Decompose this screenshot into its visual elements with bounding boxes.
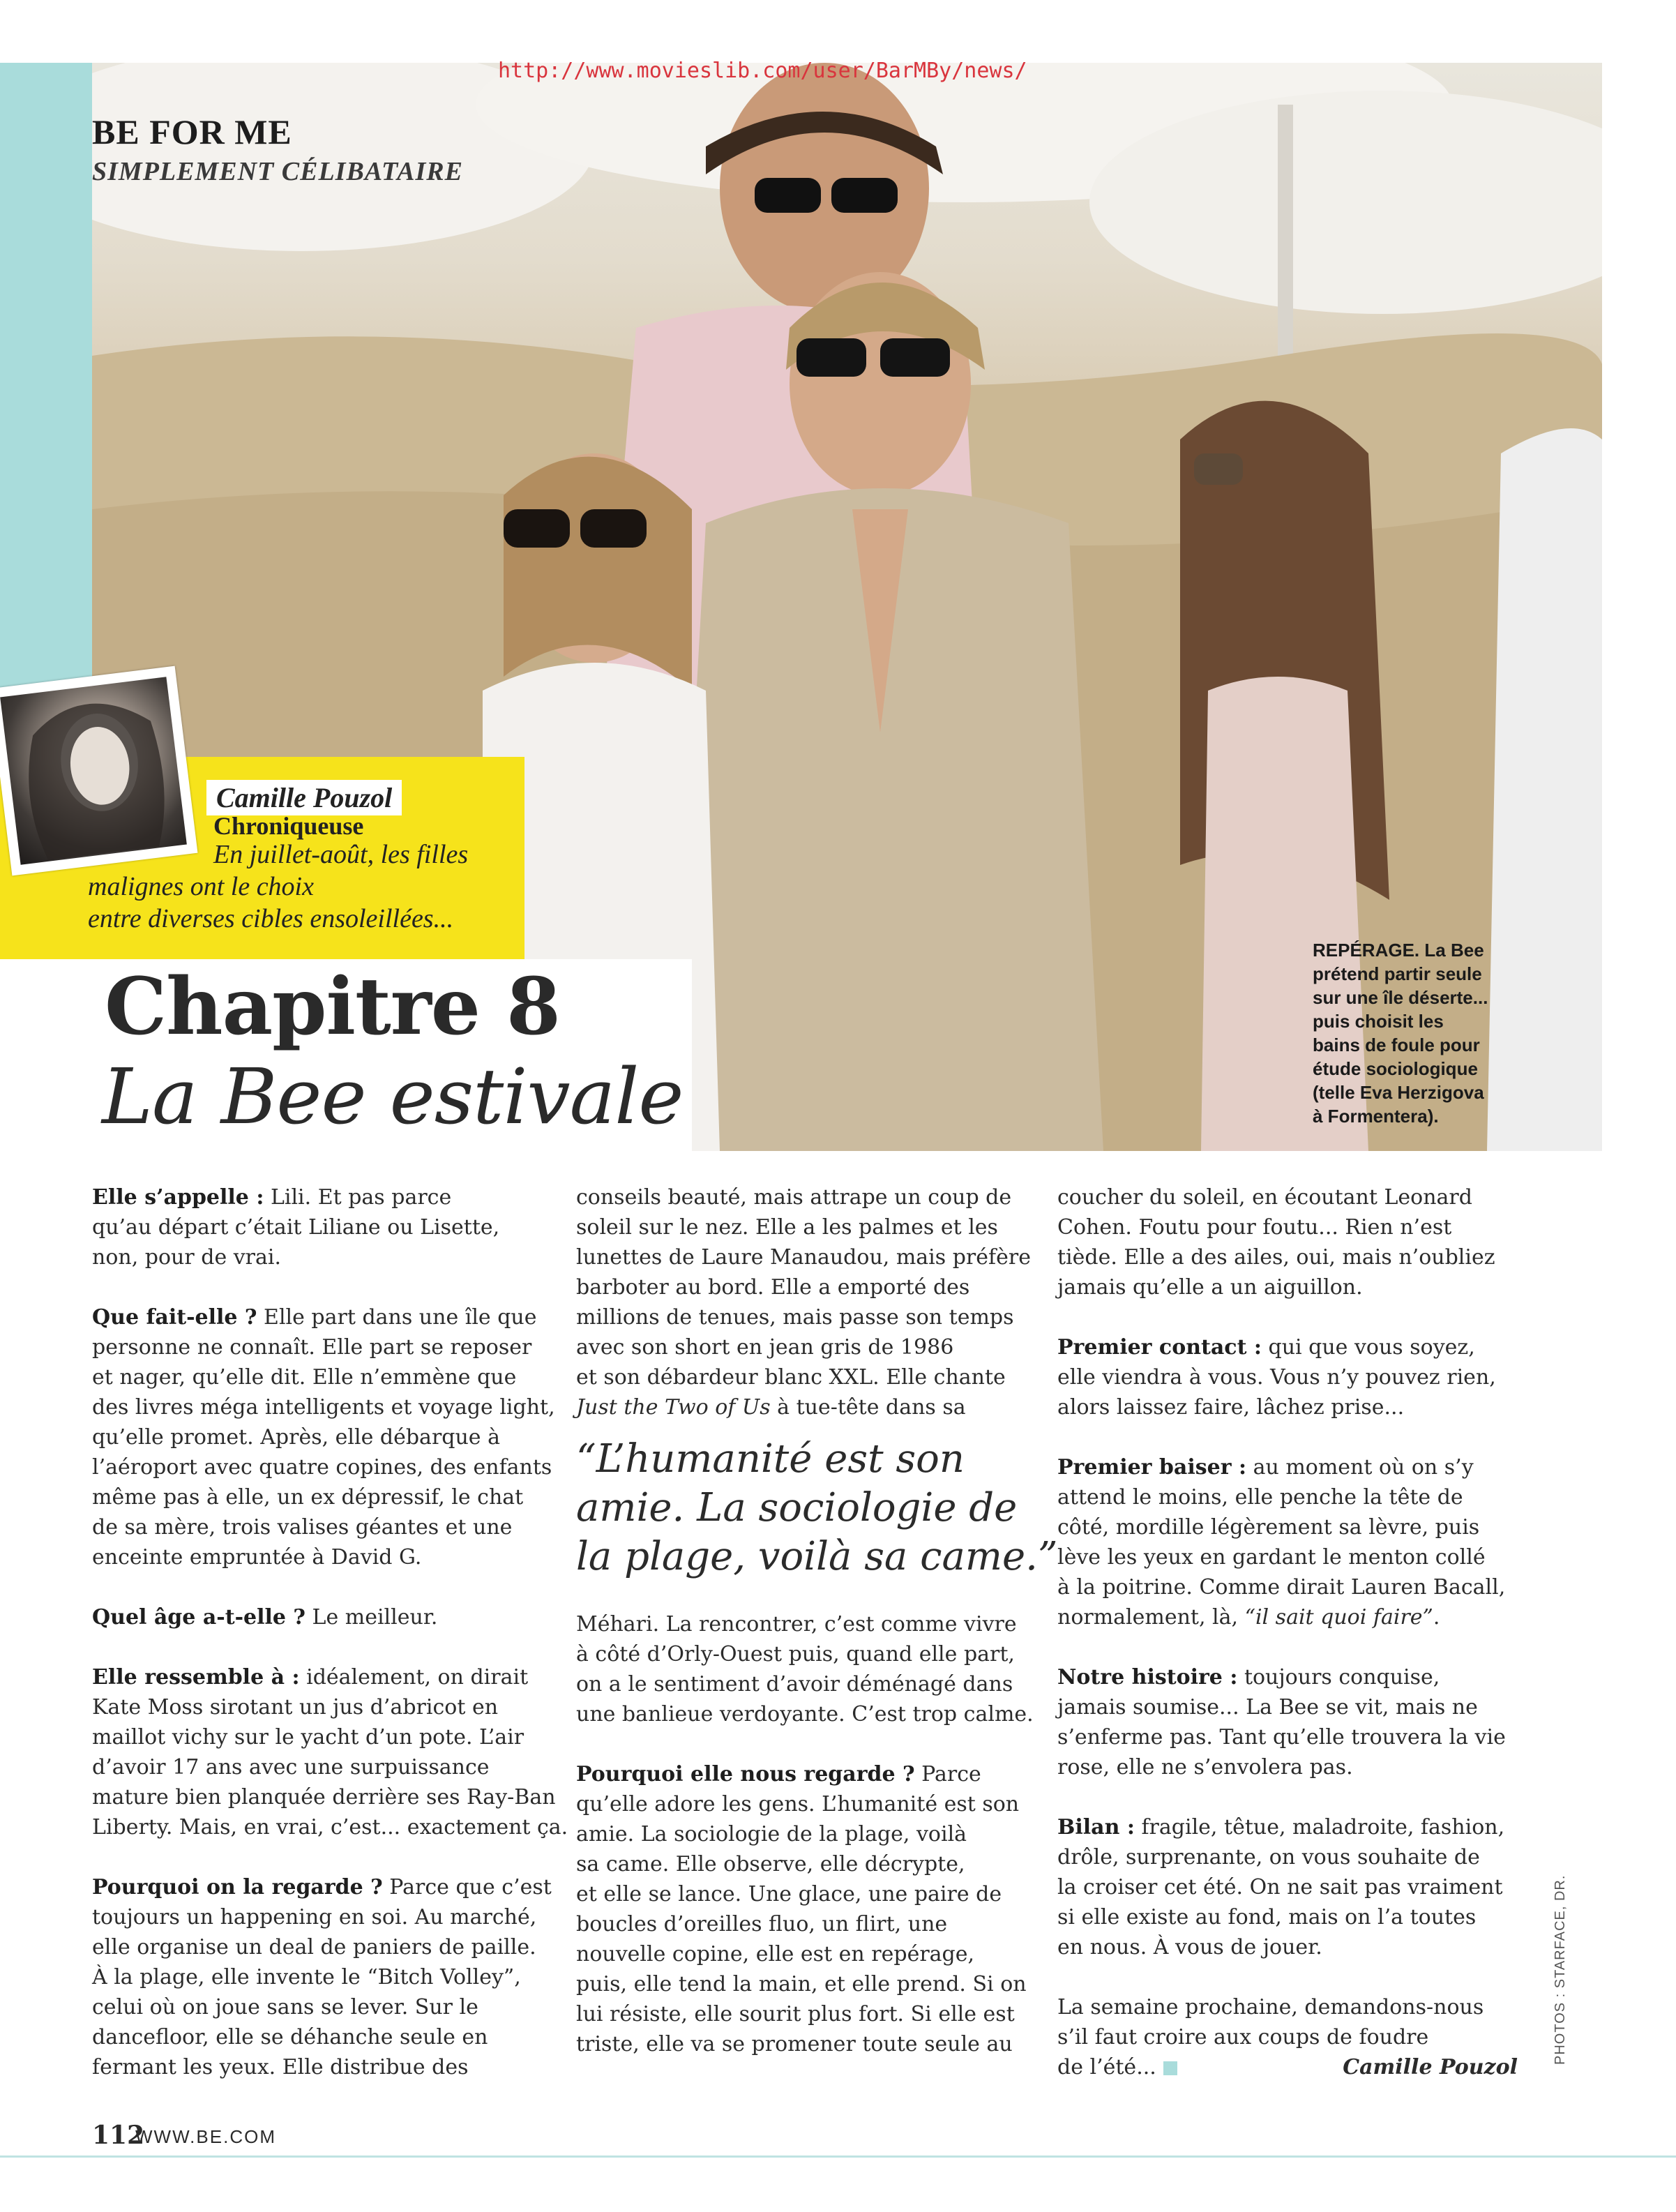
paragraph-lead: Premier baiser :: [1057, 1455, 1247, 1480]
text-line: normalement, là,: [1057, 1605, 1245, 1630]
photo-caption: [1313, 938, 1543, 1128]
paragraph-lead: Bilan :: [1057, 1815, 1135, 1839]
text-line: et son débardeur blanc XXL. Elle chante: [576, 1365, 1006, 1390]
text-line: au moment où on s’y: [1246, 1455, 1474, 1480]
paragraph: [576, 1182, 1036, 1422]
text-line: conseils beauté, mais attrape un coup de: [576, 1185, 1012, 1210]
text-line: qui que vous soyez,: [1261, 1335, 1475, 1360]
caption-text-line: prétend partir seule: [1313, 963, 1482, 984]
text-line: à la poitrine. Comme dirait Lauren Bacall,: [1057, 1575, 1506, 1600]
paragraph: [92, 1662, 568, 1842]
chapter-title: La Bee estivale: [102, 1052, 684, 1141]
text-line: attend le moins, elle penche la tête de: [1057, 1485, 1463, 1510]
tagline-line: entre diverses cibles ensoleillées...: [88, 904, 454, 933]
text-line: fragile, têtue, maladroite, fashion,: [1134, 1815, 1505, 1839]
end-mark-square: [1163, 2061, 1177, 2075]
text-line: elle viendra à vous. Vous n’y pouvez rien,: [1057, 1365, 1496, 1390]
text-line: alors laissez faire, lâchez prise...: [1057, 1395, 1405, 1420]
text-line: toujours conquise,: [1237, 1665, 1440, 1690]
text-line: fermant les yeux. Elle distribue des: [92, 2055, 469, 2079]
caption-text-line: La Bee: [1424, 940, 1484, 961]
text-line: de l’été...: [1057, 2055, 1156, 2079]
footer-rule: [0, 2155, 1676, 2158]
text-line: enceinte empruntée à David G.: [92, 1545, 422, 1570]
teal-accent-band: [0, 63, 92, 760]
author-tagline: [88, 838, 506, 935]
text-line: qu’elle promet. Après, elle débarque à: [92, 1425, 500, 1450]
paragraph-lead: Pourquoi on la regarde ?: [92, 1875, 383, 1899]
text-line: millions de tenues, mais passe son temps: [576, 1305, 1014, 1330]
text-line: drôle, surprenante, on vous souhaite de: [1057, 1845, 1480, 1869]
author-portrait-image: [0, 677, 187, 864]
text-line: même pas à elle, un ex dépressif, le chat: [92, 1485, 524, 1510]
text-line: elle organise un deal de paniers de paille.: [92, 1935, 536, 1959]
text-line: soleil sur le nez. Elle a les palmes et les: [576, 1215, 998, 1240]
paragraph-lead: Quel âge a-t-elle ?: [92, 1605, 306, 1630]
watermark-url: http://www.movieslib.com/user/BarMBy/news/: [498, 59, 1027, 83]
caption-label: REPÉRAGE.: [1313, 940, 1420, 961]
text-line: toujours un happening en soi. Au marché,: [92, 1905, 537, 1929]
text-line: .: [1433, 1605, 1440, 1630]
text-line: puis, elle tend la main, et elle prend. Si on: [576, 1972, 1027, 1996]
caption-text-line: sur une île déserte...: [1313, 987, 1488, 1008]
pull-quote: [576, 1435, 1058, 1581]
song-title: Just the Two of Us: [576, 1395, 771, 1420]
text-line: on a le sentiment d’avoir déménagé dans: [576, 1672, 1013, 1696]
caption-text-line: puis choisit les: [1313, 1011, 1444, 1032]
author-signature: Camille Pouzol: [1343, 2055, 1518, 2079]
text-line: sa came. Elle observe, elle décrypte,: [576, 1852, 965, 1876]
text-line: Méhari. La rencontrer, c’est comme vivre: [576, 1612, 1017, 1637]
text-line: d’avoir 17 ans avec une surpuissance: [92, 1755, 490, 1780]
paragraph-lead: Que fait-elle ?: [92, 1305, 257, 1330]
text-line: qu’elle adore les gens. L’humanité est son: [576, 1792, 1020, 1816]
section-title: BE FOR ME: [92, 112, 292, 151]
text-line: rose, elle ne s’envolera pas.: [1057, 1755, 1353, 1780]
paragraph: [1057, 1332, 1518, 1422]
paragraph: [92, 1872, 552, 2082]
caption-text-line: bains de foule pour: [1313, 1034, 1480, 1055]
paragraph-lead: Elle ressemble à :: [92, 1665, 300, 1690]
text-line: côté, mordille légèrement sa lèvre, puis: [1057, 1515, 1480, 1540]
text-line: nouvelle copine, elle est en repérage,: [576, 1942, 975, 1966]
paragraph: [1057, 1812, 1518, 1962]
paragraph: [576, 1609, 1036, 1729]
paragraph: [576, 1759, 1036, 2059]
caption-text-line: (telle Eva Herzigova: [1313, 1082, 1484, 1103]
text-line: la croiser cet été. On ne sait pas vraiment: [1057, 1875, 1503, 1899]
text-line: et nager, qu’elle dit. Elle n’emmène que: [92, 1365, 517, 1390]
site-url: WWW.BE.COM: [135, 2126, 276, 2147]
pull-quote-line: “L’humanité est son: [576, 1436, 965, 1482]
tagline-line: malignes ont le choix: [88, 872, 314, 901]
article-column-2: [576, 1182, 1058, 2089]
text-line: lunettes de Laure Manaudou, mais préfère: [576, 1245, 1031, 1270]
text-line: Le meilleur.: [305, 1605, 438, 1630]
text-line: mature bien planquée derrière ses Ray-Ban: [92, 1785, 556, 1810]
paragraph: [1057, 1452, 1518, 1632]
text-line: Liberty. Mais, en vrai, c’est... exactement ça.: [92, 1815, 568, 1839]
page-number: 112: [92, 2121, 145, 2150]
caption-text-line: étude sociologique: [1313, 1058, 1478, 1079]
quoted-phrase: “il sait quoi faire”: [1244, 1605, 1433, 1630]
caption-text-line: à Formentera).: [1313, 1106, 1439, 1127]
paragraph: [92, 1602, 552, 1632]
article-column-3: [1057, 1182, 1518, 2112]
signature-row: [1057, 2052, 1518, 2082]
text-line: à côté d’Orly-Ouest puis, quand elle part,: [576, 1642, 1015, 1666]
text-line: lui résiste, elle sourit plus fort. Si elle est: [576, 2002, 1015, 2026]
text-line: non, pour de vrai.: [92, 1245, 282, 1270]
chapter-number: Chapitre 8: [105, 961, 560, 1053]
closing-paragraph: [1057, 1992, 1518, 2082]
text-line: Parce: [914, 1762, 981, 1786]
text-line: une banlieue verdoyante. C’est trop calme.: [576, 1702, 1034, 1726]
pull-quote-line: amie. La sociologie de: [576, 1485, 1018, 1530]
paragraph-lead: Notre histoire :: [1057, 1665, 1238, 1690]
text-line: jamais soumise... La Bee se vit, mais ne: [1057, 1695, 1478, 1720]
text-line: dancefloor, elle se déhanche seule en: [92, 2025, 488, 2049]
author-name: Camille Pouzol: [206, 780, 402, 815]
paragraph-lead: Elle s’appelle :: [92, 1185, 264, 1210]
tagline-line: En juillet-août, les filles: [213, 840, 469, 869]
text-line: Cohen. Foutu pour foutu... Rien n’est: [1057, 1215, 1452, 1240]
pull-quote-line: la plage, voilà sa came.”: [576, 1534, 1058, 1579]
text-line: si elle existe au fond, mais on l’a toutes: [1057, 1905, 1477, 1929]
text-line: et elle se lance. Une glace, une paire de: [576, 1882, 1002, 1906]
text-line: Parce que c’est: [382, 1875, 552, 1899]
text-line: en nous. À vous de jouer.: [1057, 1935, 1322, 1959]
paragraph: [92, 1182, 552, 1272]
text-line: Elle part dans une île que: [257, 1305, 537, 1330]
text-line: des livres méga intelligents et voyage light,: [92, 1395, 555, 1420]
text-line: qu’au départ c’était Liliane ou Lisette,: [92, 1215, 500, 1240]
paragraph: [1057, 1182, 1518, 1302]
paragraph: [1057, 1662, 1518, 1782]
article-column-1: [92, 1182, 568, 2112]
text-line: amie. La sociologie de la plage, voilà: [576, 1822, 967, 1846]
text-line: jamais qu’elle a un aiguillon.: [1057, 1275, 1363, 1300]
text-line: personne ne connaît. Elle part se reposer: [92, 1335, 532, 1360]
text-line: barboter au bord. Elle a emporté des: [576, 1275, 970, 1300]
text-line: triste, elle va se promener toute seule au: [576, 2032, 1013, 2056]
text-line: s’il faut croire aux coups de foudre: [1057, 2025, 1429, 2049]
text-line: Kate Moss sirotant un jus d’abricot en: [92, 1695, 499, 1720]
section-subtitle: SIMPLEMENT CÉLIBATAIRE: [92, 157, 463, 186]
text-line: l’aéroport avec quatre copines, des enfants: [92, 1455, 552, 1480]
text-line: celui où on joue sans se lever. Sur le: [92, 1995, 478, 2019]
text-line: lève les yeux en gardant le menton collé: [1057, 1545, 1486, 1570]
text-line: maillot vichy sur le yacht d’un pote. L’air: [92, 1725, 524, 1750]
paragraph-lead: Pourquoi elle nous regarde ?: [576, 1762, 915, 1786]
author-role: Chroniqueuse: [213, 812, 364, 840]
text-line: de sa mère, trois valises géantes et une: [92, 1515, 513, 1540]
text-line: La semaine prochaine, demandons-nous: [1057, 1995, 1484, 2019]
photo-credits: PHOTOS : STARFACE, DR.: [1553, 1874, 1568, 2065]
text-line: s’enferme pas. Tant qu’elle trouvera la vie: [1057, 1725, 1506, 1750]
text-line: à tue-tête dans sa: [770, 1395, 966, 1420]
paragraph: [92, 1302, 555, 1572]
text-line: boucles d’oreilles fluo, un flirt, une: [576, 1912, 948, 1936]
text-line: tiède. Elle a des ailes, oui, mais n’oubliez: [1057, 1245, 1495, 1270]
text-line: idéalement, on dirait: [299, 1665, 529, 1690]
text-line: À la plage, elle invente le “Bitch Volley”,: [92, 1965, 521, 1989]
text-line: coucher du soleil, en écoutant Leonard: [1057, 1185, 1472, 1210]
text-line: avec son short en jean gris de 1986: [576, 1335, 954, 1360]
text-line: Lili. Et pas parce: [264, 1185, 452, 1210]
paragraph-lead: Premier contact :: [1057, 1335, 1262, 1360]
